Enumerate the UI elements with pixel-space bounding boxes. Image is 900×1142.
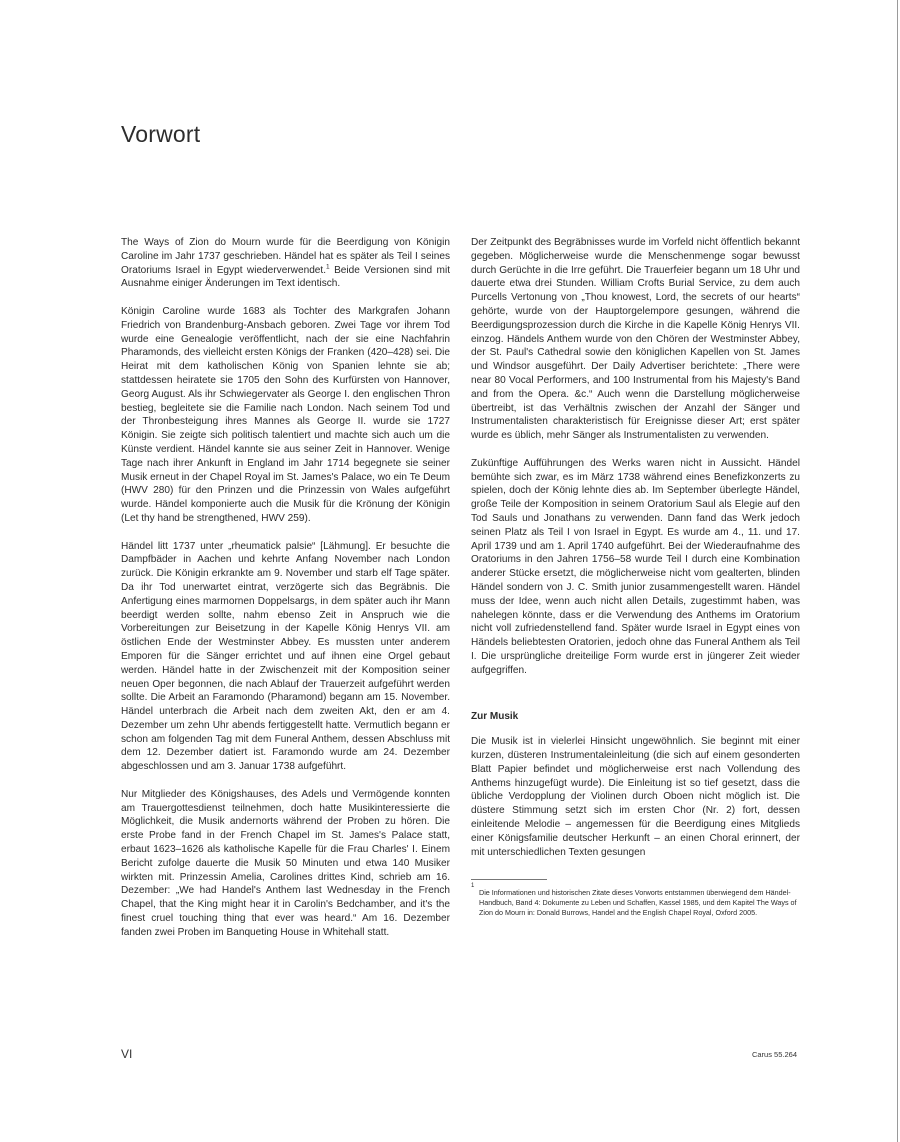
footnote-reference[interactable]: 1	[326, 263, 330, 271]
paragraph-text: Beide Versionen sind mit Ausnahme einiger Änderungen im Text identisch.	[121, 264, 450, 290]
footnote: 1 Die Informationen und historischen Zitate dieses Vorworts entstammen überwiegend dem Händel-Handbuch, Band 4: Dokumente zu Leben und Schaffen, Kassel 1985, und dem Kapitel The Ways of Zion do Mourn in: Donald Burrows, Handel and the English Chapel Royal, Oxford 2005.	[471, 883, 797, 918]
page-number: VI	[121, 1047, 133, 1061]
footnote-text: Die Informationen und historischen Zitate dieses Vorworts entstammen überwiegend dem Händel-Handbuch, Band 4: Dokumente zu Leben und Schaffen, Kassel 1985, und dem Kapitel The Ways of Zion do Mourn in: Donald Burrows, Handel and the English Chapel Royal, Oxford 2005.	[479, 888, 797, 918]
paragraph-text: The Ways of Zion do Mourn wurde für die Beerdigung von Königin Caroline im Jahr 1737 geschrieben. Händel hat es später als Teil I seines Oratoriums Israel in Egypt wiederverwendet.	[121, 237, 450, 276]
paragraph: Nur Mitglieder des Königshauses, des Adels und Vermögende konnten am Trauergottesdienst teilnehmen, doch hatte Musikinteressierte die Möglichkeit, die Musik andernorts während der Proben zu hören. Die erste Probe fand in der French Chapel im St. James's Palace statt, erbaut 1623–1626 als katholische Kapelle für die Frau Charles' I. Einem Bericht zufolge dauerte die Musik 50 Minuten und etwa 140 Musiker wirkten mit. Prinzessin Amelia, Carolines drittes Kind, schrieb am 16. Dezember: „We had Handel's Anthem last Wednesday in the French Chapel, that the King might hear it in Carolin's Bedchamber, and it's the finest cruel touching thing that ever was heard.“ Am 16. Dezember fanden zwei Proben im Banqueting House in Whitehall statt.	[121, 788, 450, 938]
right-column	[471, 236, 800, 932]
footnote-divider	[471, 879, 547, 880]
paragraph: Königin Caroline wurde 1683 als Tochter des Markgrafen Johann Friedrich von Brandenburg-Ansbach geboren. Zwei Tage vor ihrem Tod wurde eine Genealogie veröffentlicht, nach der sie eine Nachfahrin Pharamonds, des vielleicht ersten Königs der Franken (420–428) sei. Die Heirat mit dem katholischen König von Spanien lehnte sie ab; stattdessen heiratete sie 1705 den Sohn des Kurfürsten von Hannover, Georg August. Als ihr Schwiegervater als George I. den englischen Thron bestieg, begleitete sie die Familie nach London. Nach seinem Tod und der Thronbesteigung ihres Mannes als George II. wurde sie 1727 Königin. Sie zeigte sich politisch talentiert und machte sich auch um die Künste verdient. Händel kannte sie aus seiner Zeit in Hannover. Wenige Tage nach ihrer Ankunft in England im Jahr 1714 begegnete sie seiner Musik erneut in der Chapel Royal im St. James's Palace, wo ein Te Deum (HWV 280) für den Prinzen und die Prinzessin von Wales aufgeführt wurde. Händel komponierte auch die Musik für die Krönung der Königin (Let thy hand be strengthened, HWV 259).	[121, 305, 450, 524]
paragraph: Zukünftige Aufführungen des Werks waren nicht in Aussicht. Händel bemühte sich zwar, es im März 1738 während eines Benefizkonzerts zu spielen, doch der König lehnte dies ab. Im September überlegte Händel, große Teile der Komposition in seinem Oratorium Saul als Elegie auf den Tod Sauls und Jonathans zu verwenden. Dann fand das Werk jedoch seinen Platz als Teil I von Israel in Egypt. Es wurde am 4., 11. und 17. April 1739 und am 1. April 1740 aufgeführt. Bei der Wiederaufnahme des Oratoriums in den Jahren 1756–58 wurde Teil I durch eine Kombination anderer Stücke ersetzt, die möglicherweise nicht vom gealterten, blinden Händel sondern von J. C. Smith junior zusammengestellt waren. Händel muss der Idee, wenn auch nicht allen Details, zugestimmt haben, was nahelegen könnte, dass er die Verwendung des Anthems im Oratorium nicht voll zufriedenstellend fand. Später wurde Israel in Egypt eines von Händels beliebtesten Oratorien, jedoch ohne das Funeral Anthem als Teil I. Die ursprüngliche dreiteilige Form wurde erst in jüngerer Zeit wieder aufgegriffen.	[471, 457, 800, 676]
page-edge-rule	[897, 0, 898, 1142]
paragraph: Händel litt 1737 unter „rheumatick palsie“ [Lähmung]. Er besuchte die Dampfbäder in Aachen und kehrte Anfang November nach London zurück. Die Königin erkrankte am 9. November und starb elf Tage später. Da ihr Tod unerwartet eintrat, verzögerte sich das Begräbnis. Die Anfertigung eines marmornen Doppelsargs, in dem später auch ihr Mann beerdigt werden sollte, nahm ebenso Zeit in Anspruch wie die Vorbereitungen zur Beisetzung in der Kapelle König Henrys VII. am östlichen Ende der Westminster Abbey. Es mussten unter anderem Emporen für die Sänger errichtet und auf ihnen eine Orgel gebaut werden. Händel hatte in der Zwischenzeit mit der Komposition seiner neuen Oper begonnen, die nach Ablauf der Trauerzeit aufgeführt werden sollte. Die Arbeit an Faramondo (Pharamond) begann am 15. November. Händel unterbrach die Arbeit nach dem zweiten Akt, den er am 4. Dezember um zehn Uhr abends fertiggestellt hatte. Vermutlich begann er schon am folgenden Tag mit dem Funeral Anthem, dessen Abschluss mit dem 12. Dezember datiert ist. Faramondo wurde am 24. Dezember abgeschlossen und am 3. Januar 1738 aufgeführt.	[121, 540, 450, 773]
paragraph	[121, 236, 450, 291]
section-heading: Zur Musik	[471, 710, 519, 722]
page-title: Vorwort	[121, 121, 201, 147]
left-column	[121, 236, 450, 940]
catalog-number: Carus 55.264	[751, 1050, 797, 1059]
paragraph: Der Zeitpunkt des Begräbnisses wurde im Vorfeld nicht öffentlich bekannt gegeben. Möglicherweise wurde die Menschenmenge sogar bewusst durch Gerüchte in die Irre geführt. Die Trauerfeier begann um 18 Uhr und dauerte etwa drei Stunden. William Crofts Burial Service, zu dem auch Purcells Vertonung von „Thou knowest, Lord, the secrets of our hearts“ gehörte, wurde von der Hauptorgelempore gesungen, während die Beerdigungsprozession durch die Kirche in die Kapelle König Henrys VII. einzog. Händels Anthem wurde von den Chören der Westminster Abbey, der St. Paul's Cathedral sowie den königlichen Kapellen von St. James und Windsor ausgeführt. Der Daily Advertiser berichtete: „There were near 80 Vocal Performers, and 100 Instrumental from his Majesty's Band and from the Opera. &c.“ Auch wenn die Darstellung möglicherweise übertreibt, ist das Verhältnis zwischen der Anzahl der Sänger und Instrumentalisten charakteristisch für Ereignisse dieser Art; erst später wurde es üblich, mehr Sänger als Instrumentalisten zu verwenden.	[471, 237, 800, 442]
paragraph: Die Musik ist in vielerlei Hinsicht ungewöhnlich. Sie beginnt mit einer kurzen, düsteren Instrumentaleinleitung (die sich auf einem gesonderten Blatt Papier befindet und möglicherweise erst nach Vollendung des Anthems hinzugefügt wurde). Die Einleitung ist so tief gesetzt, dass die übliche Verdopplung der Violinen durch Oboen nicht möglich ist. Die düstere Stimmung setzt sich im ersten Chor (Nr. 2) fort, dessen einleitende Melodie – angemessen für die Beerdigung eines Mitglieds einer Königsfamilie deutscher Herkunft – an einen Choral erinnert, der mit unterschiedlichen Texten gesungen	[471, 736, 800, 858]
